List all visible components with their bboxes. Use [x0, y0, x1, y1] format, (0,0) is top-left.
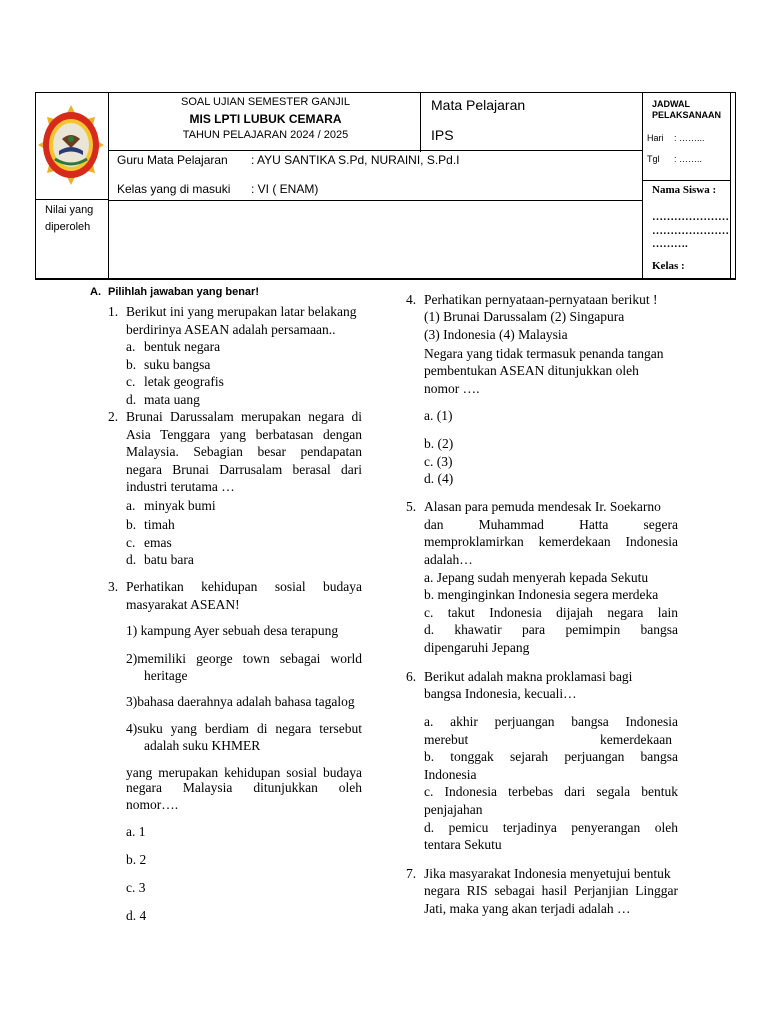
q7-line-3: Jati, maka yang akan terjadi adalah … — [424, 901, 631, 916]
student-name-dots-1: ………………… — [652, 211, 729, 223]
q1-option-a-text: bentuk negara — [144, 339, 221, 354]
header-border-right — [735, 92, 736, 279]
q3-statement-2b: heritage — [144, 668, 188, 683]
q1-number: 1. — [108, 304, 119, 319]
divider-logo — [108, 92, 109, 279]
q6-line-2: bangsa Indonesia, kecuali… — [424, 686, 577, 701]
q6-option-a[interactable]: a. akhir perjuangan bangsa Indonesia — [424, 714, 678, 729]
q4-option-c[interactable]: c. (3) — [424, 454, 453, 469]
q5-option-c[interactable]: c. takut Indonesia dijajah negara lain — [424, 605, 678, 620]
divider-class-bottom — [109, 200, 643, 201]
exam-title: SOAL UJIAN SEMESTER GANJIL — [181, 96, 350, 108]
day-value: : ……... — [674, 133, 705, 143]
divider-subject — [420, 92, 421, 152]
school-logo — [37, 103, 105, 187]
q2-option-b-text: timah — [144, 517, 175, 532]
q6-option-c[interactable]: c. Indonesia terbebas dari segala bentuk — [424, 784, 678, 799]
q6-option-d[interactable]: d. pemicu terjadinya penyerangan oleh — [424, 820, 678, 835]
q3-statement-1: 1) kampung Ayer sebuah desa terapung — [126, 623, 339, 638]
q3-statement-3: 3)bahasa daerahnya adalah bahasa tagalog — [126, 694, 355, 709]
q7-line-1: Jika masyarakat Indonesia menyetujui bentuk — [424, 866, 671, 881]
q3-line-2: masyarakat ASEAN! — [126, 597, 240, 612]
q7-line-2: negara RIS sebagai hasil Perjanjian Linggar — [424, 883, 678, 898]
q6-option-d-cont: tentara Sekutu — [424, 837, 502, 852]
q1-option-b-letter: b. — [126, 357, 137, 372]
q3-statement-4b: adalah suku KHMER — [144, 738, 261, 753]
score-label-2: diperoleh — [45, 221, 91, 233]
q3-option-a[interactable]: a. 1 — [126, 824, 146, 839]
divider-schedule — [642, 92, 643, 279]
q2-option-d-letter: d. — [126, 552, 137, 567]
q3-number: 3. — [108, 579, 119, 594]
section-letter: A. — [90, 286, 101, 298]
schedule-label: JADWAL PELAKSANAAN — [652, 99, 722, 120]
q5-line-3: memproklamirkan kemerdekaan Indonesia — [424, 534, 678, 549]
student-name-dots-2: ………………… — [652, 225, 729, 237]
q5-option-d-cont: dipengaruhi Jepang — [424, 640, 530, 655]
q2-line-3: Malaysia. Sebagian besar pendapatan — [126, 444, 362, 459]
q2-line-1: Brunai Darussalam merupakan negara di — [126, 409, 362, 424]
q2-line-5: industri terutama … — [126, 479, 235, 494]
q1-option-c-text: letak geografis — [144, 374, 224, 389]
teacher-value: : AYU SANTIKA S.Pd, NURAINI, S.Pd.I — [251, 153, 460, 167]
divider-schedule-bottom — [642, 180, 731, 181]
q1-option-d-letter: d. — [126, 392, 137, 407]
q1-option-b-text: suku bangsa — [144, 357, 211, 372]
q5-option-b[interactable]: b. menginginkan Indonesia segera merdeka — [424, 587, 659, 602]
q6-number: 6. — [406, 669, 417, 684]
q5-option-a[interactable]: a. Jepang sudah menyerah kepada Sekutu — [424, 570, 649, 585]
header-border-top — [35, 92, 736, 93]
q3-prompt-1: yang merupakan kehidupan sosial budaya — [126, 765, 362, 780]
class-label: Kelas yang di masuki — [117, 182, 231, 196]
school-name: MIS LPTI LUBUK CEMARA — [189, 112, 342, 126]
q5-line-4: adalah… — [424, 552, 473, 567]
section-instruction: Pilihlah jawaban yang benar! — [108, 286, 259, 298]
score-label: Nilai yang — [45, 204, 94, 216]
q6-option-a-cont-1: merebut — [424, 732, 469, 747]
divider-title-bottom — [109, 150, 643, 151]
q2-option-a-text: minyak bumi — [144, 498, 216, 513]
q5-option-d[interactable]: d. khawatir para pemimpin bangsa — [424, 622, 678, 637]
q2-option-a-letter: a. — [126, 498, 136, 513]
q3-option-b[interactable]: b. 2 — [126, 852, 147, 867]
q3-prompt-3: nomor…. — [126, 797, 179, 812]
academic-year: TAHUN PELAJARAN 2024 / 2025 — [182, 129, 349, 141]
q4-option-d[interactable]: d. (4) — [424, 471, 454, 486]
q3-option-d[interactable]: d. 4 — [126, 908, 147, 923]
subject-label: Mata Pelajaran — [431, 97, 526, 113]
q2-line-2: Asia Tenggara yang berbatasan dengan — [126, 427, 362, 442]
q4-line-6: nomor …. — [424, 381, 480, 396]
q2-number: 2. — [108, 409, 119, 424]
q6-option-a-cont-2: kemerdekaan — [600, 732, 672, 747]
school-emblem-icon — [37, 103, 105, 187]
day-label: Hari — [647, 133, 664, 143]
q2-line-4: negara Brunai Darrusalam berasal dari — [126, 462, 362, 477]
q3-line-1: Perhatikan kehidupan sosial budaya — [126, 579, 362, 594]
student-class-label: Kelas : — [652, 260, 685, 272]
class-value: : VI ( ENAM) — [251, 182, 319, 196]
q5-number: 5. — [406, 499, 417, 514]
q2-option-d-text: batu bara — [144, 552, 194, 567]
q3-statement-4a: 4)suku yang berdiam di negara tersebut — [126, 721, 362, 736]
q6-option-b-cont: Indonesia — [424, 767, 477, 782]
q1-line-2: berdirinya ASEAN adalah persamaan.. — [126, 322, 336, 337]
q4-option-a[interactable]: a. (1) — [424, 408, 453, 423]
date-value: : …….. — [674, 154, 703, 164]
subject-value: IPS — [431, 127, 454, 143]
q1-option-a-letter: a. — [126, 339, 136, 354]
header-border-bottom — [35, 278, 736, 280]
q1-line-1: Berikut ini yang merupakan latar belakang — [126, 304, 357, 319]
q6-option-b[interactable]: b. tonggak sejarah perjuangan bangsa — [424, 749, 678, 764]
header-border-left — [35, 92, 36, 279]
student-name-dots-3: ………. — [652, 238, 688, 250]
divider-logo-bottom — [35, 199, 109, 200]
q4-line-4: Negara yang tidak termasuk penanda tangan — [424, 346, 664, 361]
q2-option-b-letter: b. — [126, 517, 137, 532]
q1-option-c-letter: c. — [126, 374, 136, 389]
q4-line-2: (1) Brunai Darussalam (2) Singapura — [424, 309, 625, 324]
q5-line-1: Alasan para pemuda mendesak Ir. Soekarno — [424, 499, 661, 514]
q4-option-b[interactable]: b. (2) — [424, 436, 454, 451]
q3-statement-2a: 2)memiliki george town sebagai world — [126, 651, 362, 666]
q6-option-c-cont: penjajahan — [424, 802, 483, 817]
q2-option-c-text: emas — [144, 535, 172, 550]
q4-line-1: Perhatikan pernyataan-pernyataan berikut ! — [424, 292, 658, 307]
date-label: Tgl — [647, 154, 660, 164]
teacher-label: Guru Mata Pelajaran — [117, 153, 228, 167]
q4-line-3: (3) Indonesia (4) Malaysia — [424, 327, 568, 342]
student-name-label: Nama Siswa : — [652, 184, 717, 196]
q7-number: 7. — [406, 866, 417, 881]
q5-line-2: dan Muhammad Hatta segera — [424, 517, 678, 532]
q4-number: 4. — [406, 292, 417, 307]
q1-option-d-text: mata uang — [144, 392, 200, 407]
q4-line-5: pembentukan ASEAN ditunjukkan oleh — [424, 363, 639, 378]
q2-option-c-letter: c. — [126, 535, 136, 550]
q3-prompt-2: negara Malaysia ditunjukkan oleh — [126, 780, 362, 795]
q6-line-1: Berikut adalah makna proklamasi bagi — [424, 669, 633, 684]
q3-option-c[interactable]: c. 3 — [126, 880, 146, 895]
